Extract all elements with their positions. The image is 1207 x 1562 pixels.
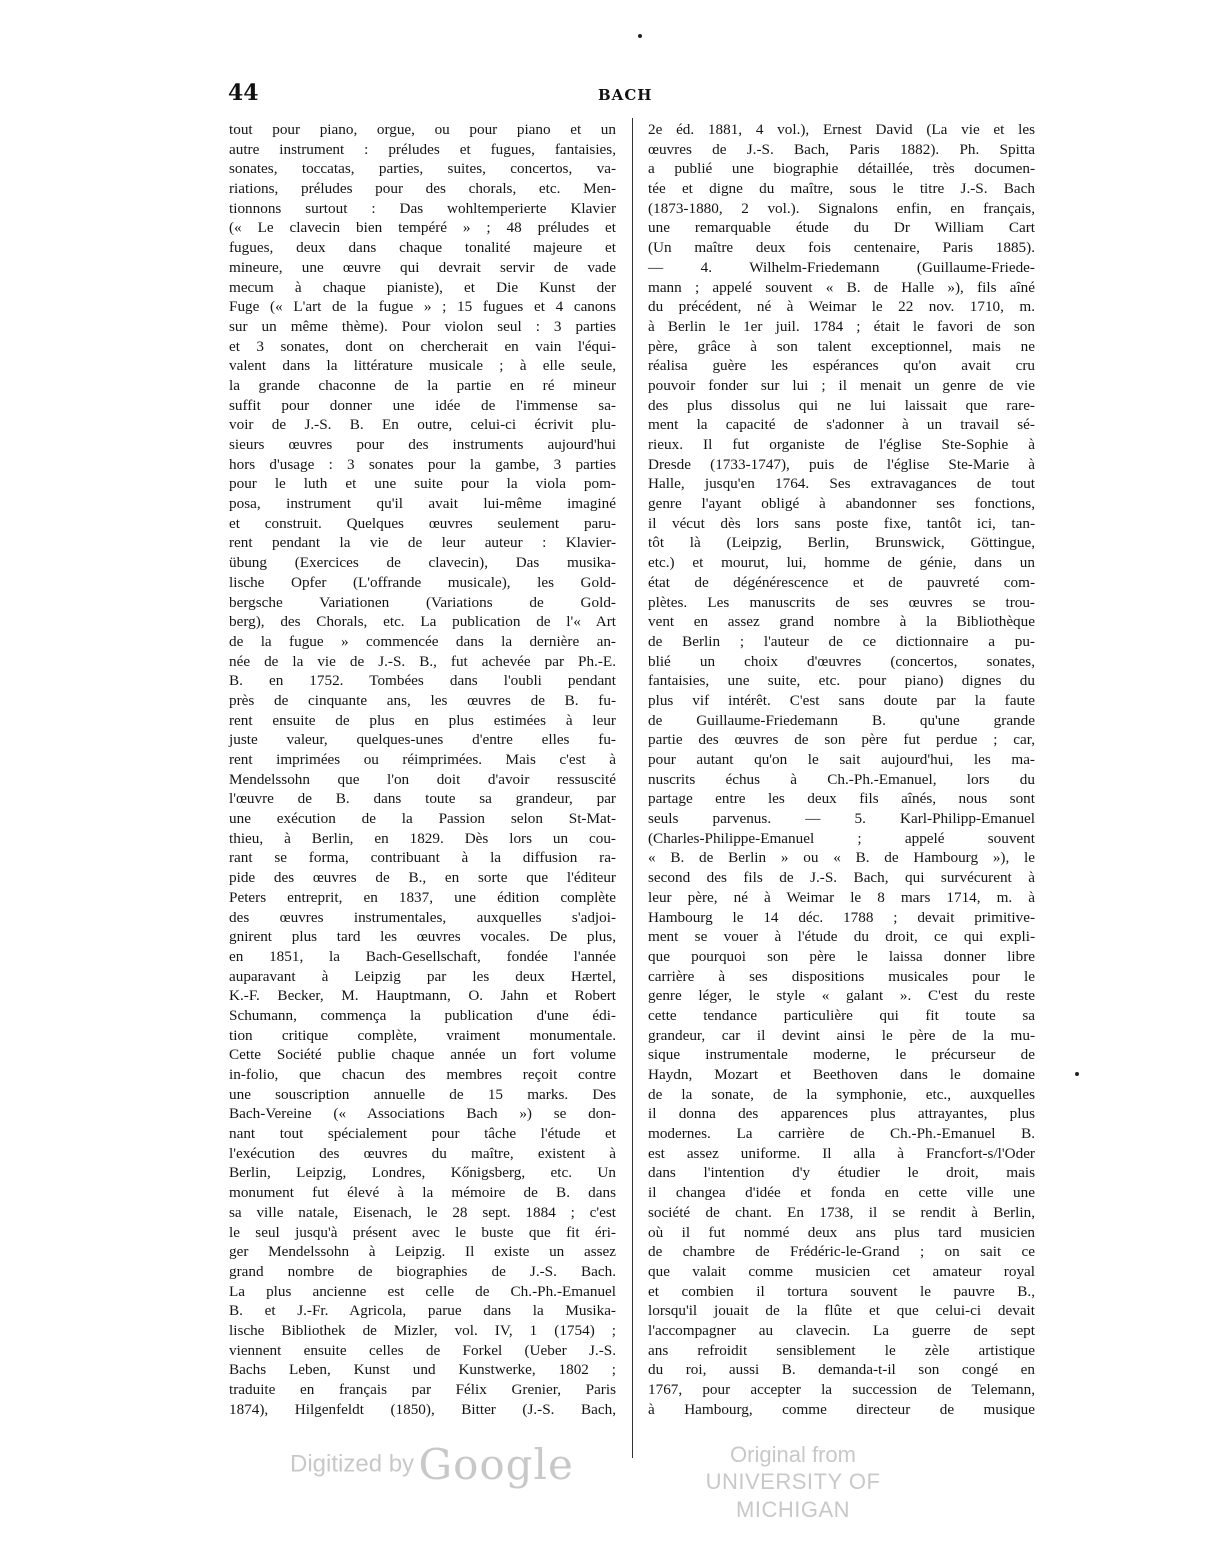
text-line: Mendelssohn que l'on doit d'avoir ressuscité	[229, 770, 616, 788]
text-line: Halle, jusqu'en 1764. Ses extravagances de tout	[648, 475, 1035, 493]
university-name-text: UNIVERSITY OF MICHIGAN	[705, 1469, 881, 1522]
text-line: en 1851, la Bach-Gesellschaft, fondée l'année	[229, 947, 616, 965]
text-line: a publié une biographie détaillée, très documen-	[648, 160, 1035, 178]
text-line: il vécut dès lors sans poste fixe, tantôt ici, tan-	[648, 514, 1035, 532]
text-line: Peters entreprit, en 1837, une édition complète	[229, 888, 616, 906]
text-line: La plus ancienne est celle de Ch.-Ph.-Emanuel	[229, 1282, 616, 1300]
text-line: übung (Exercices de clavecin), Das musika-	[229, 554, 616, 572]
original-from-watermark	[668, 1442, 918, 1524]
text-line: B. en 1752. Tombées dans l'oubli pendant	[229, 672, 616, 690]
text-line: de la fugue » commencée dans la dernière an-	[229, 632, 616, 650]
text-line: ans refroidit sensiblement le zèle artistique	[648, 1341, 1035, 1359]
text-line: nant tout spécialement pour tâche l'étude et	[229, 1125, 616, 1143]
right-text-column	[648, 120, 1035, 1419]
text-line: Berlin, Leipzig, Londres, Kőnigsberg, etc. Un	[229, 1164, 616, 1182]
text-line: Schumann, commença la publication d'une édi-	[229, 1006, 616, 1024]
text-line: thieu, à Berlin, en 1829. Dès lors un cou-	[229, 829, 616, 847]
text-line: pour le luth et une suite pour la viola pom-	[229, 475, 616, 493]
text-line: mecum à chaque pianiste), et Die Kunst der	[229, 278, 616, 296]
text-line: est assez uniforme. Il alla à Francfort-s/l'Oder	[648, 1144, 1035, 1162]
text-line: juste valeur, quelques-unes d'entre elles fu-	[229, 731, 616, 749]
text-line: fantaisies, une suite, etc. pour piano) dignes du	[648, 672, 1035, 690]
text-line: carrière à ses dispositions musicales pour le	[648, 967, 1035, 985]
text-line: genre léger, le style « galant ». C'est du reste	[648, 987, 1035, 1005]
left-text-column	[229, 120, 616, 1419]
text-line: où il fut nommé deux ans plus tard musicien	[648, 1223, 1035, 1241]
text-line: partage entre les deux fils aînés, nous sont	[648, 790, 1035, 808]
text-line: B. et J.-Fr. Agricola, parue dans la Musika-	[229, 1302, 616, 1320]
text-line: et 3 sonates, dont on chercherait en vain l'équi-	[229, 337, 616, 355]
text-line: et construit. Quelques œuvres seulement paru-	[229, 514, 616, 532]
text-line: ger Mendelssohn à Leipzig. Il existe un assez	[229, 1243, 616, 1261]
text-line: sieurs œuvres pour des instruments aujourd'hui	[229, 436, 616, 453]
text-line: plètes. Les manuscrits de ses œuvres se trou-	[648, 593, 1035, 611]
text-line: à Hambourg, comme directeur de musique	[648, 1400, 1035, 1418]
text-line: mineure, une œuvre qui devrait servir de vade	[229, 258, 616, 276]
text-line: berg), des Chorals, etc. La publication de l'« Art	[229, 613, 616, 631]
text-line: leur père, né à Weimar le 8 mars 1714, m. à	[648, 888, 1035, 906]
scan-speck	[638, 34, 642, 38]
text-line: viennent ensuite celles de Forkel (Ueber J.-S.	[229, 1341, 616, 1359]
text-line: lische Opfer (L'offrande musicale), les Gold-	[229, 573, 616, 591]
original-from-text: Original from	[730, 1442, 856, 1467]
text-line: sur un même thème). Pour violon seul : 3 parties	[229, 317, 616, 335]
text-line: de chambre de Frédéric-le-Grand ; on sait ce	[648, 1243, 1035, 1261]
text-line: grandeur, car il devint ainsi le père de la mu-	[648, 1026, 1035, 1044]
text-line: sa ville natale, Eisenach, le 28 sept. 1884 ; c'est	[229, 1203, 616, 1221]
text-line: vent en assez grand nombre à la Bibliothèque	[648, 613, 1035, 631]
text-line: le seul jusqu'à présent avec le buste que fit éri-	[229, 1223, 616, 1241]
text-line: sonates, toccatas, parties, suites, concertos, va-	[229, 160, 616, 178]
text-line: voir de J.-S. B. En outre, celui-ci écrivit plu-	[229, 416, 616, 434]
text-line: Hambourg le 14 déc. 1788 ; devait primitive-	[648, 908, 1035, 926]
text-line: rent imprimées ou réimprimées. Mais c'est à	[229, 751, 616, 768]
text-line: la grande chaconne de la partie en ré mineur	[229, 376, 616, 394]
text-line: grand nombre de biographies de J.-S. Bach.	[229, 1262, 616, 1280]
text-line: tout pour piano, orgue, ou pour piano et un	[229, 121, 616, 138]
text-line: auparavant à Leipzig par les deux Hærtel,	[229, 967, 616, 985]
google-logo-text: Google	[418, 1440, 574, 1489]
text-line: fugues, deux dans chaque tonalité majeure et	[229, 239, 616, 257]
text-line: etc.) et mourut, lui, homme de génie, dans un	[648, 554, 1035, 572]
text-line: cette tendance particulière qui fit toute sa	[648, 1006, 1035, 1024]
text-line: père, grâce à son talent exceptionnel, mais ne	[648, 337, 1035, 355]
text-line: que pourquoi son père le laissa donner libre	[648, 947, 1035, 965]
text-line: il donna des apparences plus attrayantes, plus	[648, 1105, 1035, 1123]
text-line: de Berlin ; l'auteur de ce dictionnaire a pu-	[648, 632, 1035, 650]
text-line: posa, instrument qu'il avait lui-même imaginé	[229, 495, 616, 513]
text-line: (1873-1880, 2 vol.). Signalons enfin, en français,	[648, 199, 1035, 217]
text-line: « B. de Berlin » ou « B. de Hambourg »), le	[648, 849, 1035, 867]
text-line: tôt là (Leipzig, Berlin, Brunswick, Göttingue,	[648, 534, 1035, 552]
text-line: tionnons surtout : Das wohltemperierte Klavier	[229, 199, 616, 217]
text-line: (Charles-Philippe-Emanuel ; appelé souvent	[648, 829, 1035, 847]
text-line: Fuge (« L'art de la fugue » ; 15 fugues et 4 canons	[229, 298, 616, 316]
text-line: bergsche Variationen (Variations de Gold-	[229, 593, 616, 611]
text-line: sique instrumentale moderne, le précurseur de	[648, 1046, 1035, 1064]
text-line: Haydn, Mozart et Beethoven dans le domaine	[648, 1066, 1035, 1083]
text-line: ment se vouer à l'étude du droit, ce qui expli-	[648, 928, 1035, 946]
text-line: blié un choix d'œuvres (concertos, sonates,	[648, 652, 1035, 670]
text-line: mann ; appelé souvent « B. de Halle »), fils aîné	[648, 278, 1035, 296]
text-line: (Un maître deux fois centenaire, Paris 1885).	[648, 239, 1035, 257]
text-line: 1874), Hilgenfeldt (1850), Bitter (J.-S. Bach,	[229, 1400, 616, 1418]
text-line: (« Le clavecin bien tempéré » ; 48 préludes et	[229, 219, 616, 237]
text-line: Dresde (1733-1747), puis de l'église Ste-Marie à	[648, 455, 1035, 473]
text-line: société de chant. En 1738, il se rendit à Berlin,	[648, 1203, 1035, 1221]
digitized-by-text: Digitized by	[290, 1450, 415, 1478]
text-line: pour autant qu'on le sait aujourd'hui, les ma-	[648, 751, 1035, 768]
text-line: une souscription annuelle de 15 marks. Des	[229, 1085, 616, 1103]
column-divider	[632, 118, 633, 1458]
digitized-by-google-watermark	[290, 1440, 574, 1489]
text-line: rieux. Il fut organiste de l'église Ste-Sophie à	[648, 436, 1035, 453]
text-line: l'accompagner au clavecin. La guerre de sept	[648, 1321, 1035, 1339]
text-line: Bach-Vereine (« Associations Bach ») se don-	[229, 1105, 616, 1123]
text-line: Cette Société publie chaque année un fort volume	[229, 1046, 616, 1064]
text-line: 1767, pour accepter la succession de Telemann,	[648, 1381, 1035, 1398]
text-line: seuls parvenus. — 5. Karl-Philipp-Emanuel	[648, 810, 1035, 828]
page-number: 44	[228, 80, 259, 106]
text-line: des plus dissolus qui ne lui laissait que rare-	[648, 396, 1035, 414]
text-line: monument fut élevé à la mémoire de B. dans	[229, 1184, 616, 1202]
text-line: lorsqu'il jouait de la flûte et que celui-ci devait	[648, 1302, 1035, 1320]
text-line: du roi, aussi B. demanda-t-il son congé en	[648, 1361, 1035, 1379]
text-line: du précédent, né à Weimar le 22 nov. 1710, m.	[648, 298, 1035, 316]
text-line: rent pendant la vie de leur auteur : Klavier-	[229, 534, 616, 552]
text-line: que valait comme musicien cet amateur royal	[648, 1262, 1035, 1280]
text-line: nuscrits échus à Ch.-Ph.-Emanuel, lors du	[648, 770, 1035, 788]
scan-speck	[1075, 1072, 1079, 1076]
text-line: tion critique complète, vraiment monumentale.	[229, 1026, 616, 1044]
text-line: rent ensuite de plus en plus estimées à leur	[229, 711, 616, 729]
text-line: pide des œuvres de B., en sorte que l'éditeur	[229, 869, 616, 887]
text-line: autre instrument : préludes et fugues, fantaisies,	[229, 140, 616, 158]
text-line: des œuvres instrumentales, auxquelles s'adjoi-	[229, 908, 616, 926]
text-line: dans l'intention d'y étudier le droit, mais	[648, 1164, 1035, 1182]
text-line: l'exécution des œuvres du maître, existent à	[229, 1144, 616, 1162]
text-line: de la sonate, de la symphonie, etc., auxquelles	[648, 1085, 1035, 1103]
text-line: valent dans la littérature musicale ; à elle seule,	[229, 357, 616, 375]
text-line: riations, préludes pour des chorals, etc. Men-	[229, 180, 616, 198]
text-line: état de dégénérescence et de pauvreté com-	[648, 573, 1035, 591]
text-line: modernes. La carrière de Ch.-Ph.-Emanuel B.	[648, 1125, 1035, 1143]
running-head: BACH	[598, 86, 653, 104]
text-line: suffit pour donner une idée de l'immense sa-	[229, 396, 616, 414]
text-line: à Berlin le 1er juil. 1784 ; était le favori de son	[648, 317, 1035, 335]
text-line: hors d'usage : 3 sonates pour la gambe, 3 parties	[229, 455, 616, 473]
text-line: 2e éd. 1881, 4 vol.), Ernest David (La vie et les	[648, 121, 1035, 138]
text-line: in-folio, que chacun des membres reçoit contre	[229, 1066, 616, 1083]
text-line: second des fils de J.-S. Bach, qui survécurent à	[648, 869, 1035, 887]
text-line: réalisa guère les espérances qu'on avait cru	[648, 357, 1035, 375]
text-line: rant se forma, contribuant à la diffusion ra-	[229, 849, 616, 867]
text-line: il changea d'idée et fonda en cette ville une	[648, 1184, 1035, 1202]
text-line: traduite en français par Félix Grenier, Paris	[229, 1381, 616, 1398]
text-line: près de cinquante ans, les œuvres de B. fu-	[229, 691, 616, 709]
text-line: genre l'ayant obligé à abandonner ses fonctions,	[648, 495, 1035, 513]
text-line: pouvoir fonder sur lui ; il menait un genre de vie	[648, 376, 1035, 394]
text-line: de Guillaume-Friedemann B. qu'une grande	[648, 711, 1035, 729]
text-line: née de la vie de J.-S. B., fut achevée par Ph.-E.	[229, 652, 616, 670]
text-line: Bachs Leben, Kunst und Kunstwerke, 1802 ;	[229, 1361, 616, 1379]
text-line: gnirent plus tard les œuvres vocales. De plus,	[229, 928, 616, 946]
text-line: K.-F. Becker, M. Hauptmann, O. Jahn et Robert	[229, 987, 616, 1005]
text-line: et combien il tortura souvent le pauvre B.,	[648, 1282, 1035, 1300]
text-line: — 4. Wilhelm-Friedemann (Guillaume-Friede-	[648, 258, 1035, 276]
text-line: l'œuvre de B. dans toute sa grandeur, par	[229, 790, 616, 808]
text-line: lische Bibliothek de Mizler, vol. IV, 1 (1754) ;	[229, 1321, 616, 1339]
text-line: une remarquable étude du Dr William Cart	[648, 219, 1035, 237]
text-line: œuvres de J.-S. Bach, Paris 1882). Ph. Spitta	[648, 140, 1035, 158]
text-line: partie des œuvres de son père fut perdue ; car,	[648, 731, 1035, 749]
text-line: ment la capacité de s'adonner à un travail sé-	[648, 416, 1035, 434]
text-line: une exécution de la Passion selon St-Mat-	[229, 810, 616, 828]
text-line: tée et digne du maître, sous le titre J.-S. Bach	[648, 180, 1035, 198]
text-line: plus vif intérêt. C'est sans doute par la faute	[648, 691, 1035, 709]
